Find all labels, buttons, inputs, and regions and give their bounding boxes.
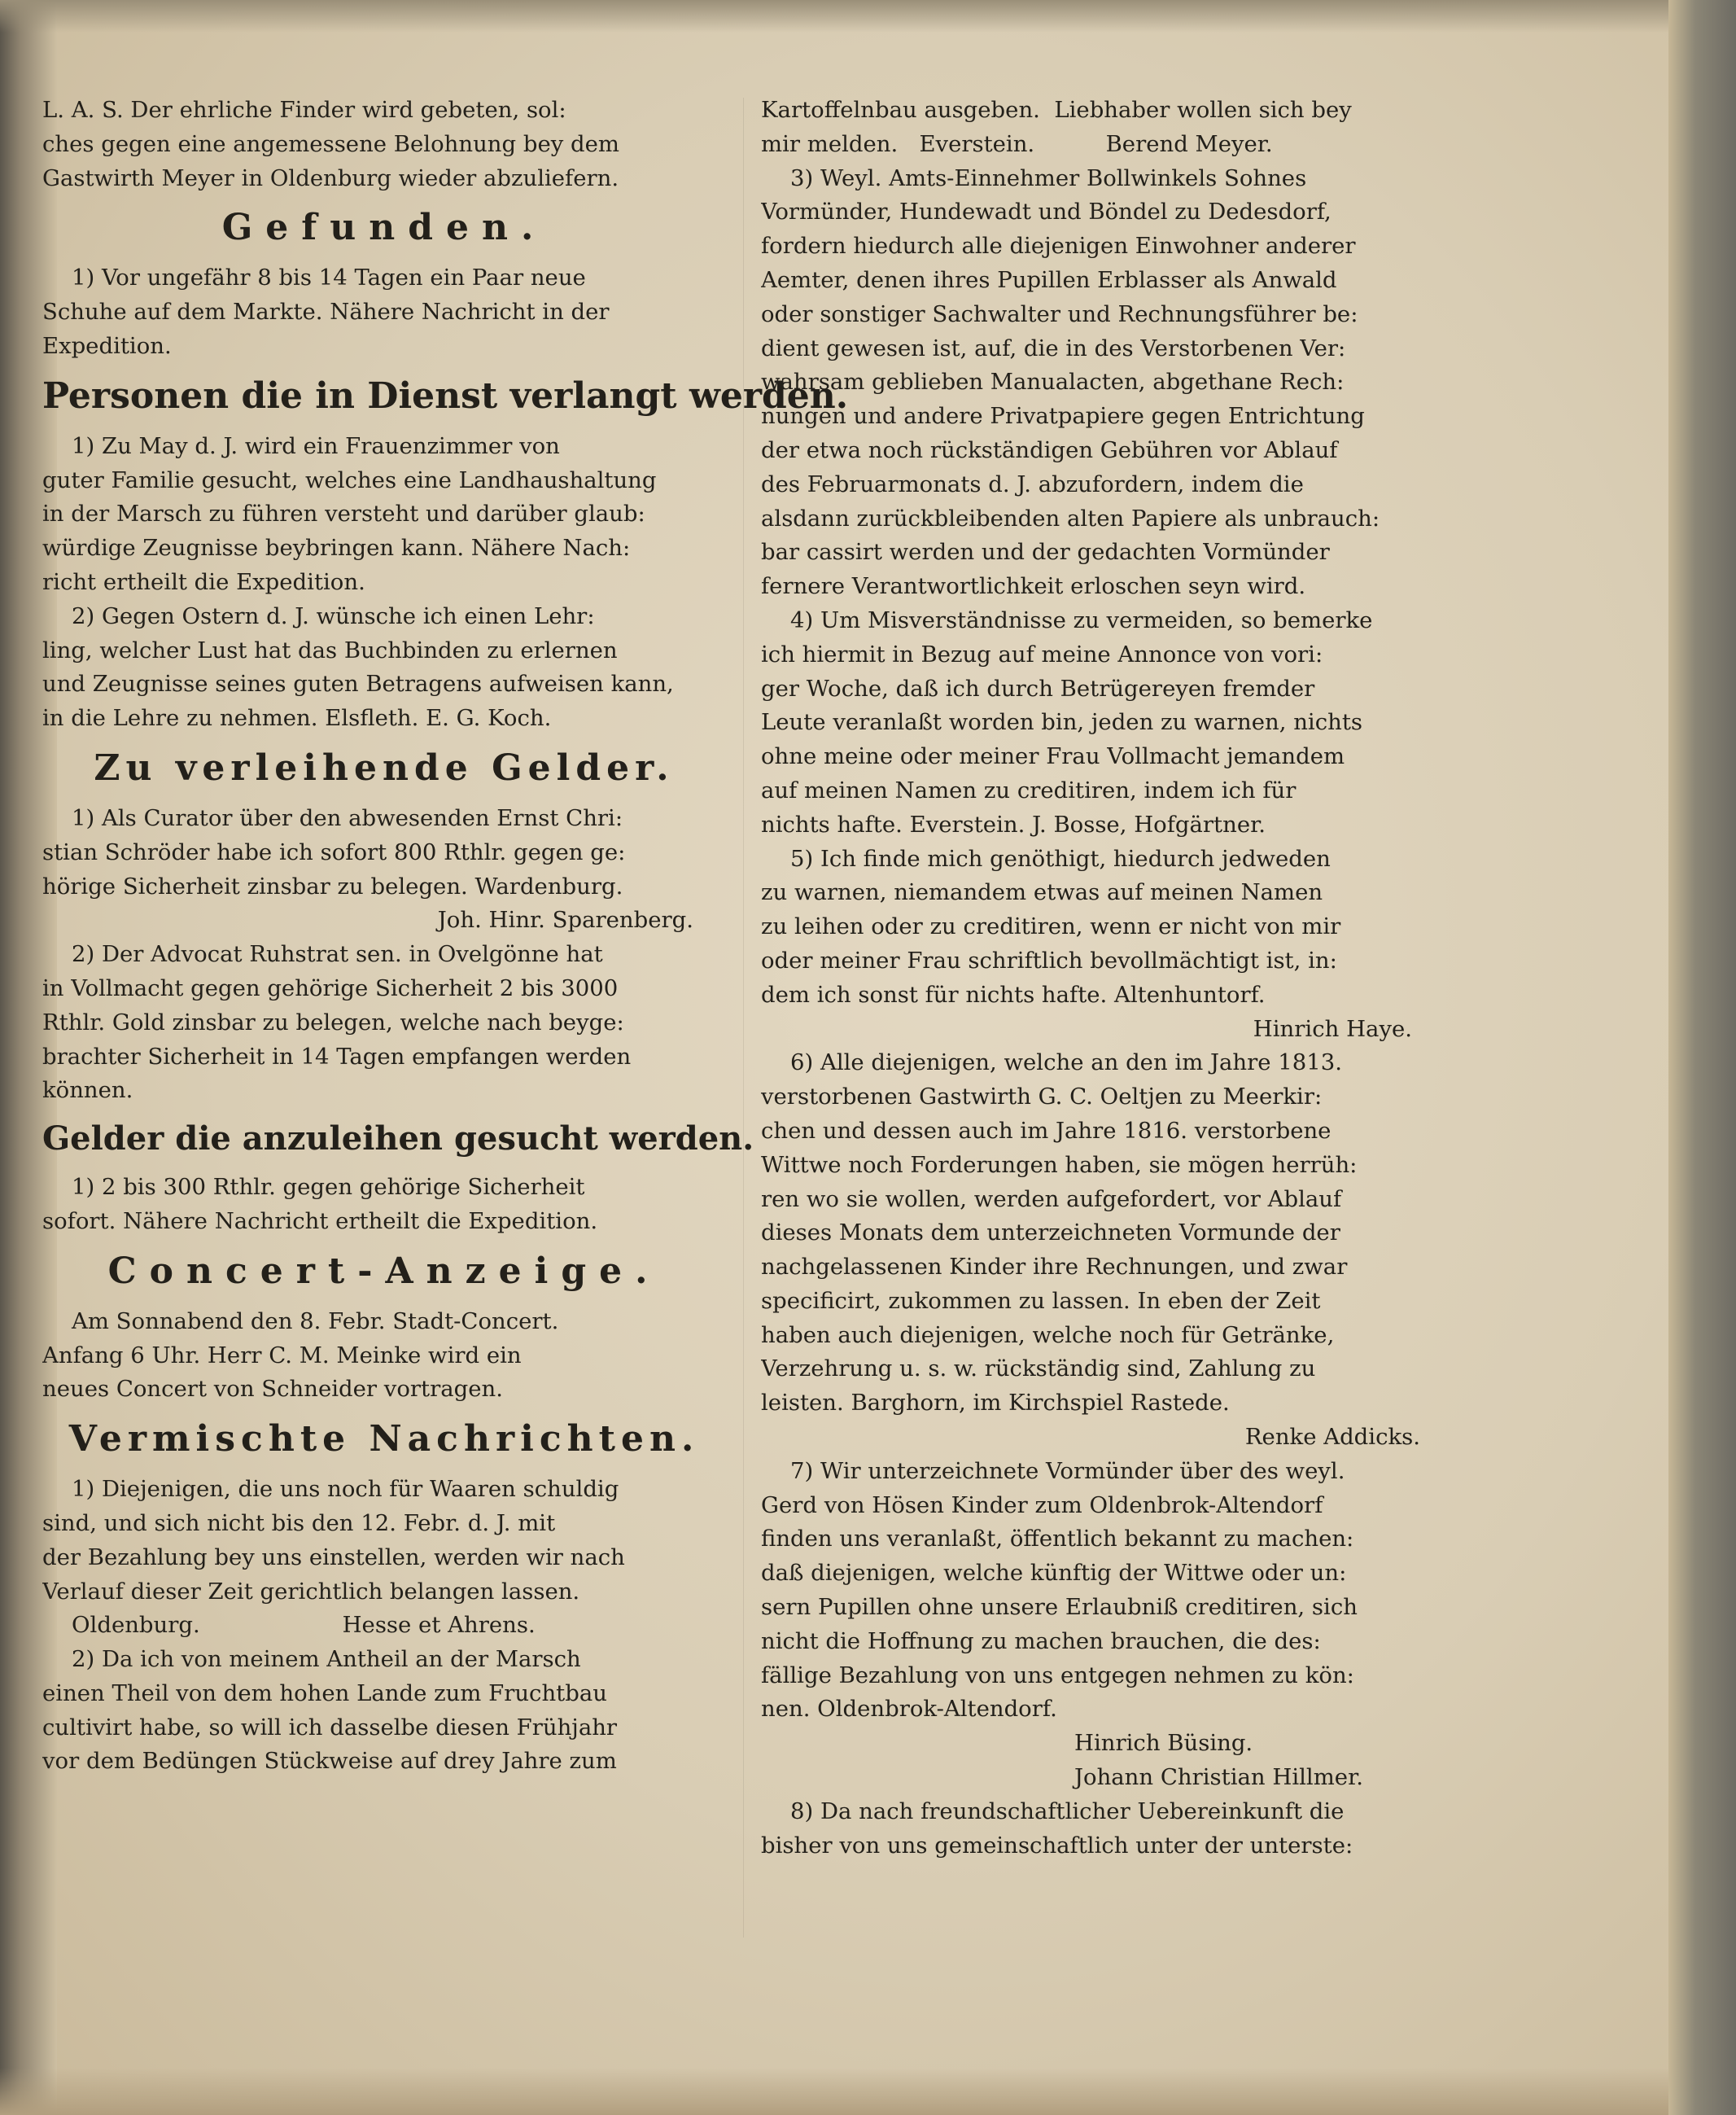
text-line: guter Familie gesucht, welches eine Landhaushaltung: [42, 466, 657, 493]
concert-notice: [42, 1305, 726, 1407]
text-line: der Bezahlung bey uns einstellen, werden wir nach: [42, 1544, 625, 1570]
text-line: haben auch diejenigen, welche noch für Getränke,: [761, 1321, 1335, 1348]
text-line: 7) Wir unterzeichnete Vormünder über des weyl.: [790, 1457, 1345, 1484]
text-line: finden uns veranlaßt, öffentlich bekannt zu machen:: [761, 1526, 1354, 1552]
signature: Hinrich Büsing.: [1074, 1730, 1253, 1757]
page-right-edge: [1668, 0, 1736, 2115]
text-line: fordern hiedurch alle diejenigen Einwohner anderer: [761, 233, 1356, 260]
text-line: Am Sonnabend den 8. Febr. Stadt-Concert.: [72, 1307, 559, 1334]
personen-item-2: [42, 600, 726, 736]
text-line: in die Lehre zu nehmen. Elsfleth. E. G. Koch.: [42, 705, 552, 732]
text-line: mir melden. Everstein. Berend Meyer.: [761, 130, 1273, 157]
text-line: brachter Sicherheit in 14 Tagen empfangen werden: [42, 1043, 632, 1070]
text-line: fernere Verantwortlichkeit erloschen seyn wird.: [761, 573, 1306, 600]
vermischte-item-4: [761, 604, 1469, 843]
text-line: in Vollmacht gegen gehörige Sicherheit 2 bis 3000: [42, 974, 619, 1001]
section-heading-verleihende-gelder: Zu verleihende Gelder.: [94, 747, 675, 789]
left-column: [42, 94, 849, 1779]
right-column: [761, 94, 1469, 1863]
text-line: in der Marsch zu führen versteht und darüber glaub:: [42, 501, 645, 528]
section-heading-concert: Concert-Anzeige.: [107, 1250, 661, 1292]
text-line: Gerd von Hösen Kinder zum Oldenbrok-Altendorf: [761, 1491, 1323, 1518]
text-line: ches gegen eine angemessene Belohnung bey dem: [42, 130, 619, 157]
text-line: cultivirt habe, so will ich dasselbe diesen Frühjahr: [42, 1714, 618, 1741]
text-line: alsdann zurückbleibenden alten Papiere als unbrauch:: [761, 505, 1380, 532]
text-line: hörige Sicherheit zinsbar zu belegen. Wardenburg.: [42, 873, 623, 900]
text-line: Schuhe auf dem Markte. Nähere Nachricht in der: [42, 299, 610, 326]
vermischte-item-7: [761, 1455, 1469, 1795]
text-line: sind, und sich nicht bis den 12. Febr. d. J. mit: [42, 1509, 556, 1536]
text-line: bisher von uns gemeinschaftlich unter der unterste:: [761, 1832, 1353, 1859]
text-line: Wittwe noch Forderungen haben, sie mögen herrüh:: [761, 1151, 1358, 1178]
verleihende-item-2: [42, 938, 726, 1108]
text-line: verstorbenen Gastwirth G. C. Oeltjen zu Meerkir:: [761, 1084, 1323, 1110]
text-line: zu warnen, niemandem etwas auf meinen Namen: [761, 879, 1323, 906]
text-line: auf meinen Namen zu creditiren, indem ich für: [761, 777, 1297, 804]
text-line: nichts hafte. Everstein. J. Bosse, Hofgärtner.: [761, 811, 1266, 838]
text-line: 6) Alle diejenigen, welche an den im Jahre 1813.: [790, 1049, 1343, 1076]
vermischte-item-5: [761, 843, 1469, 1047]
text-line: ohne meine oder meiner Frau Vollmacht jemandem: [761, 743, 1345, 770]
text-line: zu leihen oder zu creditiren, wenn er nicht von mir: [761, 913, 1341, 940]
column-divider: [743, 98, 744, 1938]
vermischte-item-3: [761, 162, 1469, 604]
text-line: 8) Da nach freundschaftlicher Uebereinkunft die: [790, 1798, 1345, 1824]
verleihende-item-1: [42, 802, 726, 938]
text-line: 3) Weyl. Amts-Einnehmer Bollwinkels Sohnes: [790, 164, 1307, 191]
text-line: Aemter, denen ihres Pupillen Erblasser als Anwald: [761, 266, 1337, 293]
vermischte-item-1: [42, 1473, 726, 1643]
text-line: nicht die Hoffnung zu machen brauchen, die des:: [761, 1627, 1321, 1654]
signature: Hinrich Haye.: [1253, 1015, 1412, 1042]
text-line: sofort. Nähere Nachricht ertheilt die Expedition.: [42, 1207, 598, 1234]
lost-notice-end: [42, 94, 726, 195]
section-heading-anzuleihen: Gelder die anzuleihen gesucht werden.: [42, 1119, 754, 1158]
text-line: nungen und andere Privatpapiere gegen Entrichtung: [761, 403, 1365, 430]
text-line: nachgelassenen Kinder ihre Rechnungen, und zwar: [761, 1254, 1348, 1281]
text-line: 5) Ich finde mich genöthigt, hiedurch jedweden: [790, 845, 1331, 872]
text-line: 1) Zu May d. J. wird ein Frauenzimmer von: [72, 432, 560, 459]
text-line: 2) Der Advocat Ruhstrat sen. in Ovelgönne hat: [72, 941, 603, 968]
text-line: Vormünder, Hundewadt und Böndel zu Dedesdorf,: [761, 199, 1332, 226]
section-heading-gefunden: Gefunden.: [221, 207, 547, 249]
text-line: Rthlr. Gold zinsbar zu belegen, welche nach beyge:: [42, 1009, 624, 1036]
text-line: vor dem Bedüngen Stückweise auf drey Jahre zum: [42, 1748, 617, 1775]
text-line: Leute veranlaßt worden bin, jeden zu warnen, nichts: [761, 709, 1363, 736]
text-line: ren wo sie wollen, werden aufgefordert, vor Ablauf: [761, 1185, 1342, 1212]
text-line: richt ertheilt die Expedition.: [42, 568, 365, 595]
text-line: 2) Da ich von meinem Antheil an der Marsch: [72, 1646, 581, 1673]
text-line: dieses Monats dem unterzeichneten Vormunde der: [761, 1220, 1340, 1246]
text-line: Kartoffelnbau ausgeben. Liebhaber wollen sich bey: [761, 97, 1352, 123]
text-line: 1) 2 bis 300 Rthlr. gegen gehörige Sicherheit: [72, 1174, 585, 1201]
text-line: 2) Gegen Ostern d. J. wünsche ich einen Lehr:: [72, 602, 595, 629]
text-line: einen Theil von dem hohen Lande zum Fruchtbau: [42, 1679, 607, 1706]
vermischte-item-2: [42, 1643, 726, 1779]
text-line: 1) Als Curator über den abwesenden Ernst Chri:: [72, 804, 623, 831]
text-line: stian Schröder habe ich sofort 800 Rthlr. gegen ge:: [42, 839, 626, 865]
text-line: leisten. Barghorn, im Kirchspiel Rastede.: [761, 1390, 1230, 1417]
text-line: und Zeugnisse seines guten Betragens aufweisen kann,: [42, 671, 674, 698]
text-line: ling, welcher Lust hat das Buchbinden zu erlernen: [42, 637, 618, 663]
text-line: 4) Um Misverständnisse zu vermeiden, so bemerke: [790, 606, 1373, 633]
text-line: sern Pupillen ohne unsere Erlaubniß creditiren, sich: [761, 1594, 1358, 1621]
text-line: daß diejenigen, welche künftig der Wittwe oder un:: [761, 1560, 1347, 1587]
signature: Renke Addicks.: [1244, 1424, 1420, 1451]
vermischte-item-6: [761, 1046, 1469, 1455]
text-line: Verlauf dieser Zeit gerichtlich belangen lassen.: [42, 1578, 580, 1605]
personen-item-1: [42, 430, 726, 600]
text-line: oder sonstiger Sachwalter und Rechnungsführer be:: [761, 300, 1358, 327]
signature: Oldenburg. Hesse et Ahrens.: [72, 1612, 536, 1639]
gefunden-item-1: [42, 261, 726, 363]
text-line: oder meiner Frau schriftlich bevollmächtigt ist, in:: [761, 947, 1337, 974]
section-heading-vermischte: Vermischte Nachrichten.: [68, 1418, 700, 1460]
text-line: Anfang 6 Uhr. Herr C. M. Meinke wird ein: [42, 1342, 522, 1368]
text-line: dient gewesen ist, auf, die in des Verstorbenen Ver:: [761, 335, 1346, 361]
text-line: 1) Diejenigen, die uns noch für Waaren schuldig: [72, 1476, 619, 1503]
text-line: dem ich sonst für nichts hafte. Altenhuntorf.: [761, 981, 1266, 1008]
text-line: ger Woche, daß ich durch Betrügereyen fremder: [761, 675, 1315, 702]
text-line: nen. Oldenbrok-Altendorf.: [761, 1696, 1057, 1723]
text-line: ich hiermit in Bezug auf meine Annonce von vori:: [761, 641, 1323, 668]
text-line: Gastwirth Meyer in Oldenburg wieder abzuliefern.: [42, 164, 619, 191]
text-line: specificirt, zukommen zu lassen. In eben der Zeit: [761, 1287, 1321, 1314]
vermischte-item-8: [761, 1795, 1469, 1863]
text-line: bar cassirt werden und der gedachten Vormünder: [761, 539, 1330, 566]
text-line: fällige Bezahlung von uns entgegen nehmen zu kön:: [761, 1662, 1354, 1688]
text-line: neues Concert von Schneider vortragen.: [42, 1376, 503, 1403]
text-line: Expedition.: [42, 332, 172, 359]
text-line: der etwa noch rückständigen Gebühren vor Ablauf: [761, 436, 1338, 463]
text-line: wahrsam geblieben Manualacten, abgethane Rech:: [761, 369, 1345, 396]
vermischte-item-2-end: [761, 94, 1469, 162]
text-line: des Februarmonats d. J. abzufordern, indem die: [761, 471, 1304, 497]
text-line: Verzehrung u. s. w. rückständig sind, Zahlung zu: [761, 1355, 1316, 1382]
text-line: 1) Vor ungefähr 8 bis 14 Tagen ein Paar neue: [72, 265, 586, 291]
text-line: L. A. S. Der ehrliche Finder wird gebeten, sol:: [42, 97, 566, 123]
section-heading-personen: Personen die in Dienst verlangt werden.: [42, 374, 849, 417]
text-line: würdige Zeugnisse beybringen kann. Nähere Nach:: [42, 535, 631, 562]
anzuleihen-item-1: [42, 1171, 726, 1239]
text-line: können.: [42, 1077, 133, 1104]
page-bottom-shadow: [0, 2068, 1736, 2115]
text-line: chen und dessen auch im Jahre 1816. verstorbene: [761, 1117, 1332, 1144]
signature: Johann Christian Hillmer.: [1074, 1764, 1363, 1791]
page-top-shadow: [0, 0, 1736, 33]
signature: Joh. Hinr. Sparenberg.: [437, 907, 693, 934]
